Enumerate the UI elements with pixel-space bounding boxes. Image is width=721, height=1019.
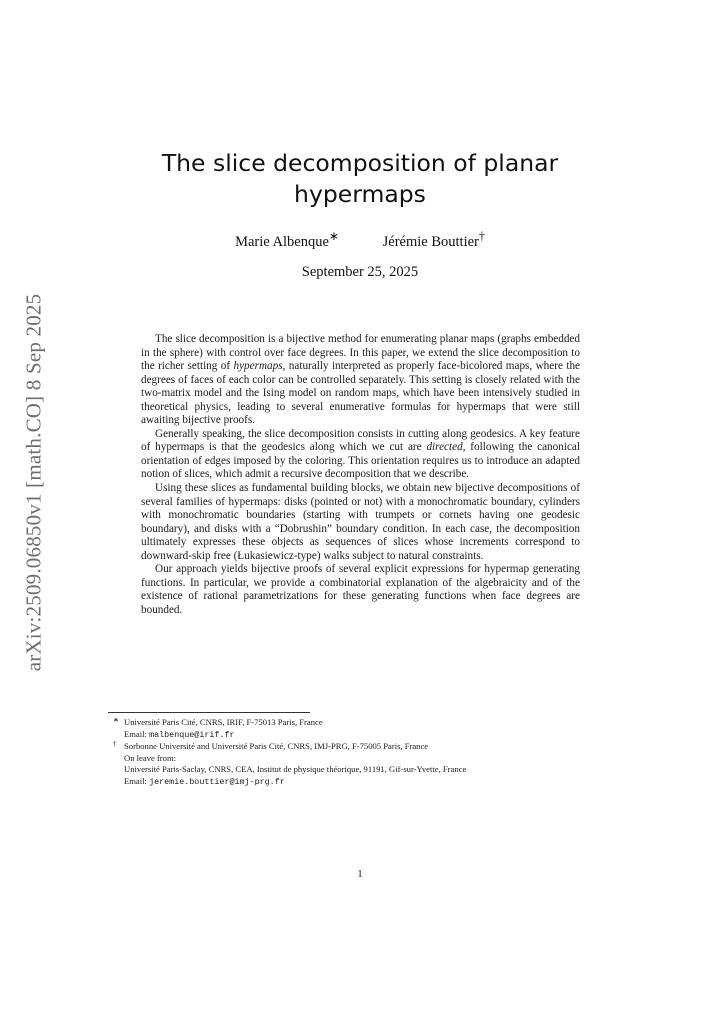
email-address: malbenque@irif.fr (149, 729, 235, 740)
footnote-affiliation-bouttier (110, 741, 620, 788)
footnote-divider (108, 712, 310, 713)
author-footnote-mark: † (478, 229, 485, 243)
abstract-paragraph-1 (141, 333, 580, 428)
page-number: 1 (357, 868, 363, 880)
footnote-line: Université Paris-Saclay, CNRS, CEA, Institut de physique théorique, 91191, Gif-sur-Yvette, France (124, 764, 467, 775)
email-label: Email: (124, 775, 150, 786)
footnote-line: Université Paris Cité, CNRS, IRIF, F-75013 Paris, France (124, 717, 323, 727)
abstract (141, 333, 580, 617)
footnotes (110, 717, 620, 789)
abstract-text: Generally speaking, the slice decomposition consists in cutting along geodesics. A key feature of hypermaps is that the geodesics along which we cut are (141, 427, 580, 454)
abstract-paragraph-3: Using these slices as fundamental building blocks, we obtain new bijective decompositions of several families of hypermaps: disks (pointed or not) with a monochromatic boundary, cylinders with monochromatic boundaries (starting with trumpets or cornets having one geodesic boundary), and disks with a “Dobrushin” boundary condition. In each case, the decomposition ultimately expresses these objects as sequences of slices whose increments correspond to downward-skip free (Łukasiewicz-type) walks subject to natural constraints. (141, 482, 580, 562)
footnote-mark: ∗ (113, 716, 119, 724)
footnote-mark: † (113, 740, 117, 749)
paper-title: The slice decomposition of planar hypermaps (161, 149, 559, 208)
author-name: Jérémie Bouttier (382, 233, 479, 250)
email-address: jeremie.bouttier@imj-prg.fr (149, 776, 285, 787)
paper-date: September 25, 2025 (301, 264, 419, 280)
email-label: Email: (124, 728, 150, 739)
abstract-text: , naturally interpreted as properly face-bicolored maps, where the degrees of faces of each color can be controlled separately. This setting is closely related with the two-matrix model and the Ising model on random maps, which have been intensively studied in theoretical physics, leading to several enumerative formulas for hypermaps that were still awaiting bijective proofs. (141, 360, 580, 427)
abstract-text: , following the canonical orientation of edges imposed by the coloring. This orientation requires us to introduce an adapted notion of slices, which admit a recursive decomposition that we describe. (141, 441, 580, 481)
abstract-emphasis: hypermaps (233, 360, 283, 373)
author-footnote-mark: ∗ (328, 229, 340, 243)
abstract-paragraph-4: Our approach yields bijective proofs of several explicit expressions for hypermap generating functions. In particular, we provide a combinatorial explanation of the algebraicity and of the existence of rational parametrizations for these generating functions when face degrees are bounded. (141, 563, 580, 616)
author-bouttier (382, 229, 485, 250)
footnote-email-line (124, 729, 620, 742)
footnote-affiliation-albenque (110, 717, 620, 741)
footnote-line: On leave from: (124, 752, 177, 763)
author-albenque (235, 229, 340, 250)
author-name: Marie Albenque (235, 233, 329, 250)
footnote-line: Sorbonne Université and Université Paris Cité, CNRS, IMJ-PRG, F-75005 Paris, France (124, 741, 429, 752)
abstract-text: The slice decomposition is a bijective method for enumerating planar maps (graphs embedded in the sphere) with control over face degrees. In this paper, we extend the slice decomposition to the richer setting of (141, 333, 580, 373)
abstract-paragraph-2 (141, 428, 580, 482)
abstract-emphasis: directed (426, 441, 463, 454)
footnote-email-line (124, 776, 620, 789)
author-list (110, 229, 610, 251)
arxiv-identifier: arXiv:2509.06850v1 [math.CO] 8 Sep 2025 (21, 293, 46, 671)
arxiv-sidebar (18, 290, 50, 674)
